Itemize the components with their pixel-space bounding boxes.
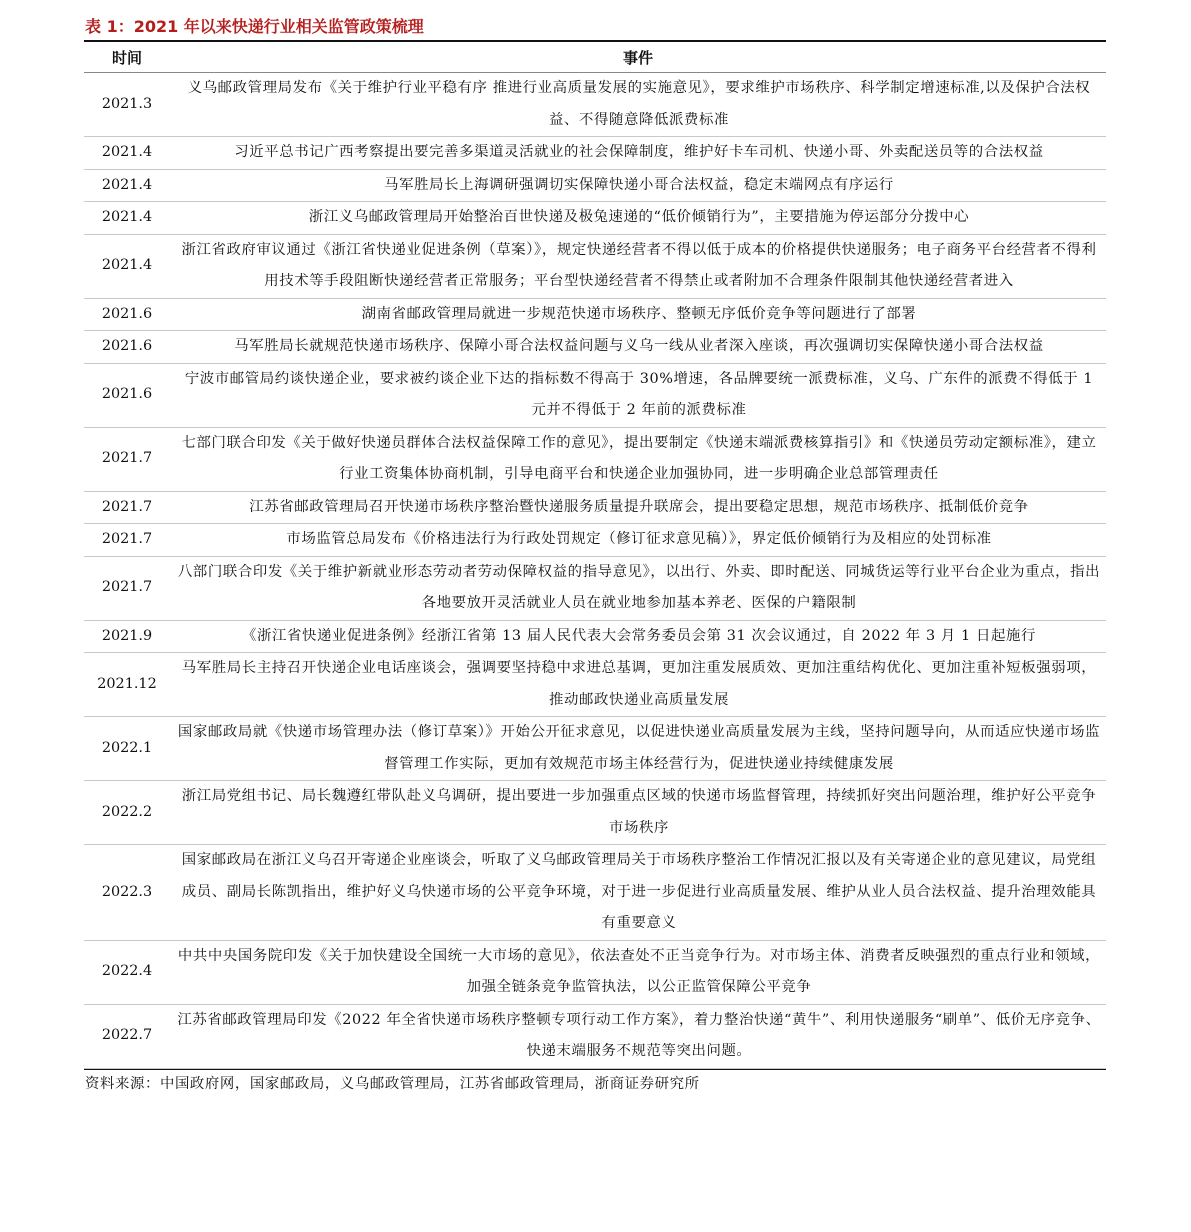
row-time: 2021.4	[84, 137, 170, 170]
policy-table	[84, 42, 1106, 1069]
table-row	[84, 524, 1106, 557]
table-row	[84, 717, 1106, 781]
table-row	[84, 781, 1106, 845]
row-time: 2021.6	[84, 331, 170, 364]
table-title: 表 1：2021 年以来快递行业相关监管政策梳理	[84, 14, 1106, 42]
row-event: 市场监管总局发布《价格违法行为行政处罚规定（修订征求意见稿）》，界定低价倾销行为及相应的处罚标准	[170, 524, 1106, 557]
document-page	[84, 14, 1106, 1098]
table-row	[84, 620, 1106, 653]
source-note: 资料来源：中国政府网，国家邮政局，义乌邮政管理局，江苏省邮政管理局，浙商证券研究所	[84, 1069, 1106, 1098]
table-row	[84, 363, 1106, 427]
row-time: 2021.7	[84, 556, 170, 620]
table-row	[84, 202, 1106, 235]
row-event: 湖南省邮政管理局就进一步规范快递市场秩序、整顿无序低价竞争等问题进行了部署	[170, 298, 1106, 331]
row-time: 2022.4	[84, 940, 170, 1004]
row-time: 2022.3	[84, 845, 170, 941]
row-time: 2021.6	[84, 298, 170, 331]
row-time: 2022.7	[84, 1004, 170, 1068]
row-event: 江苏省邮政管理局印发《2022 年全省快递市场秩序整顿专项行动工作方案》，着力整治快递“黄牛”、利用快递服务“刷单”、低价无序竞争、快递末端服务不规范等突出问题。	[170, 1004, 1106, 1068]
row-event: 浙江局党组书记、局长魏遵红带队赴义乌调研，提出要进一步加强重点区域的快递市场监督管理，持续抓好突出问题治理，维护好公平竞争市场秩序	[170, 781, 1106, 845]
table-row	[84, 169, 1106, 202]
row-time: 2021.12	[84, 653, 170, 717]
row-event: 江苏省邮政管理局召开快递市场秩序整治暨快递服务质量提升联席会，提出要稳定思想，规范市场秩序、抵制低价竞争	[170, 491, 1106, 524]
table-row	[84, 940, 1106, 1004]
header-time: 时间	[84, 42, 170, 73]
table-row	[84, 427, 1106, 491]
table-row	[84, 137, 1106, 170]
table-row	[84, 491, 1106, 524]
row-event: 马军胜局长主持召开快递企业电话座谈会，强调要坚持稳中求进总基调，更加注重发展质效、更加注重结构优化、更加注重补短板强弱项，推动邮政快递业高质量发展	[170, 653, 1106, 717]
table-header-row	[84, 42, 1106, 73]
row-event: 八部门联合印发《关于维护新就业形态劳动者劳动保障权益的指导意见》，以出行、外卖、即时配送、同城货运等行业平台企业为重点，指出各地要放开灵活就业人员在就业地参加基本养老、医保的户籍限制	[170, 556, 1106, 620]
row-time: 2021.9	[84, 620, 170, 653]
row-time: 2021.7	[84, 427, 170, 491]
row-time: 2021.6	[84, 363, 170, 427]
table-row	[84, 1004, 1106, 1068]
table-row	[84, 556, 1106, 620]
row-event: 《浙江省快递业促进条例》经浙江省第 13 届人民代表大会常务委员会第 31 次会议通过，自 2022 年 3 月 1 日起施行	[170, 620, 1106, 653]
table-row	[84, 234, 1106, 298]
row-time: 2022.2	[84, 781, 170, 845]
row-event: 习近平总书记广西考察提出要完善多渠道灵活就业的社会保障制度，维护好卡车司机、快递小哥、外卖配送员等的合法权益	[170, 137, 1106, 170]
row-time: 2022.1	[84, 717, 170, 781]
row-event: 宁波市邮管局约谈快递企业，要求被约谈企业下达的指标数不得高于 30%增速，各品牌要统一派费标准，义乌、广东件的派费不得低于 1 元并不得低于 2 年前的派费标准	[170, 363, 1106, 427]
table-row	[84, 331, 1106, 364]
row-event: 马军胜局长就规范快递市场秩序、保障小哥合法权益问题与义乌一线从业者深入座谈，再次强调切实保障快递小哥合法权益	[170, 331, 1106, 364]
header-event: 事件	[170, 42, 1106, 73]
row-time: 2021.4	[84, 234, 170, 298]
row-event: 国家邮政局就《快递市场管理办法（修订草案）》开始公开征求意见，以促进快递业高质量发展为主线，坚持问题导向，从而适应快递市场监督管理工作实际，更加有效规范市场主体经营行为，促进快递业持续健康发展	[170, 717, 1106, 781]
row-event: 浙江省政府审议通过《浙江省快递业促进条例（草案）》，规定快递经营者不得以低于成本的价格提供快递服务；电子商务平台经营者不得利用技术等手段阻断快递经营者正常服务；平台型快递经营者不得禁止或者附加不合理条件限制其他快递经营者进入	[170, 234, 1106, 298]
row-time: 2021.7	[84, 491, 170, 524]
row-time: 2021.4	[84, 202, 170, 235]
row-event: 义乌邮政管理局发布《关于维护行业平稳有序 推进行业高质量发展的实施意见》，要求维护市场秩序、科学制定增速标准,以及保护合法权益、不得随意降低派费标准	[170, 73, 1106, 137]
row-time: 2021.3	[84, 73, 170, 137]
row-event: 浙江义乌邮政管理局开始整治百世快递及极兔速递的“低价倾销行为”，主要措施为停运部分分拨中心	[170, 202, 1106, 235]
row-event: 马军胜局长上海调研强调切实保障快递小哥合法权益，稳定末端网点有序运行	[170, 169, 1106, 202]
table-row	[84, 845, 1106, 941]
table-row	[84, 653, 1106, 717]
table-body	[84, 73, 1106, 1069]
row-event: 中共中央国务院印发《关于加快建设全国统一大市场的意见》，依法查处不正当竞争行为。对市场主体、消费者反映强烈的重点行业和领域，加强全链条竞争监管执法，以公正监管保障公平竞争	[170, 940, 1106, 1004]
row-event: 国家邮政局在浙江义乌召开寄递企业座谈会，听取了义乌邮政管理局关于市场秩序整治工作情况汇报以及有关寄递企业的意见建议，局党组成员、副局长陈凯指出，维护好义乌快递市场的公平竞争环境，对于进一步促进行业高质量发展、维护从业人员合法权益、提升治理效能具有重要意义	[170, 845, 1106, 941]
row-event: 七部门联合印发《关于做好快递员群体合法权益保障工作的意见》，提出要制定《快递末端派费核算指引》和《快递员劳动定额标准》，建立行业工资集体协商机制，引导电商平台和快递企业加强协同，进一步明确企业总部管理责任	[170, 427, 1106, 491]
table-row	[84, 73, 1106, 137]
row-time: 2021.7	[84, 524, 170, 557]
row-time: 2021.4	[84, 169, 170, 202]
table-row	[84, 298, 1106, 331]
